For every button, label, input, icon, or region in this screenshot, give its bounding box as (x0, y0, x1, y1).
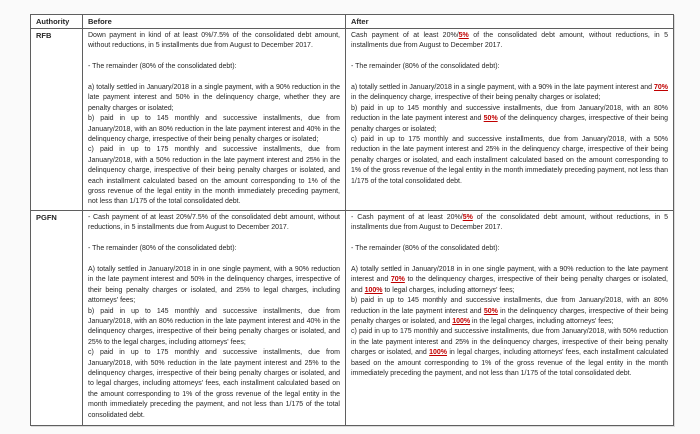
paragraph (351, 31, 668, 52)
body-text: in the delinquency charge, irrespective of their being penalty charges or isolated; (351, 94, 601, 102)
changed-value-text: 50% (483, 115, 498, 123)
paragraph (88, 348, 340, 421)
column-header-after: After (346, 15, 674, 29)
paragraph (351, 296, 668, 327)
paragraph (351, 135, 668, 187)
body-text: c) paid in up to 175 monthly and successive installments, due from January/2018, with a 50% reduction in the late payment interest and 25% in the delinquency charge, irrespective of their being penalty charges or isolated, and each installment calculated based on the amount corresponding to 1% of the gross revenue of the legal entity in the month immediately preceding payment, not less than 1/175 of the total consolidated debt. (88, 146, 340, 206)
body-text: of the consolidated debt amount, without reductions, in 5 installments due from August to December 2017. (351, 32, 668, 50)
body-text: b) paid in up to 145 monthly and successive installments, due from January/2018, with an 80% reduction in the late payment interest and (351, 104, 668, 123)
rfb-after-cell (346, 29, 674, 211)
body-text: to legal charges, including attorneys' fees; (382, 286, 515, 294)
table-header-row (31, 15, 674, 29)
pgfn-after-cell (346, 210, 674, 425)
body-text: - Cash payment of at least 20%/ (351, 213, 463, 221)
body-text: c) paid in up to 175 monthly and successive installments, due from January/2018, with 50% reduction in the late payment interest and 25% in the delinquency charges, irrespective of their being penalty charges or isolated, and (351, 328, 668, 357)
table-row-pgfn (31, 210, 674, 425)
body-text: of the delinquency charges, irrespective of their being penalty charges or isolated; (351, 115, 668, 133)
body-text: c) paid in up to 175 monthly and successive installments, due from January/2018, with 50% reduction in the late payment interest and 25% to the delinquency charges, irrespective of their being penalty charges or isolated, and to legal charges, including attorneys' fees, each installment calculated based on the amount corresponding to 1% of the gross revenue of the legal entity in the month immediately preceding the payment, and not less than 1/175 of the total consolidated debt. (88, 349, 340, 419)
changed-value-text: 5% (458, 32, 469, 39)
changed-value-text: 50% (483, 307, 498, 315)
paragraph (88, 244, 340, 254)
paragraph (351, 62, 668, 72)
body-text: - The remainder (80% of the consolidated debt): (88, 245, 237, 253)
body-text: in the delinquency charges, irrespective of their being penalty charges or isolated, and (351, 307, 669, 325)
body-text: in the legal charges, including attorneys' fees; (470, 317, 614, 325)
paragraph (351, 213, 668, 234)
pgfn-before-cell (83, 210, 346, 425)
changed-value-text: 100% (452, 317, 471, 325)
body-text: a) totally settled in January/2018 in a single payment, with a 90% reduction in the late payment interest and 50% in the delinquency charge, whether they are penalty charges or isolated; (88, 84, 340, 112)
body-text: Down payment in kind of at least 0%/7.5% of the consolidated debt amount, without reductions, in 5 installments due from August to December 2017. (88, 32, 340, 50)
changed-value-text: 70% (390, 276, 405, 284)
body-text: A) totally settled in January/2018 in in one single payment, with a 90% reduction to the late payment interest and (351, 265, 668, 284)
column-header-before: Before (83, 15, 346, 29)
body-text: Cash payment of at least 20%/ (351, 32, 459, 39)
authority-cell-rfb: RFB (31, 29, 83, 211)
changed-value-text: 5% (462, 213, 473, 221)
body-text: - The remainder (80% of the consolidated debt): (351, 63, 500, 71)
rfb-before-cell (83, 29, 346, 211)
before-after-comparison-table (30, 14, 674, 426)
body-text: a) totally settled in January/2018 in a single payment, with a 90% in the late payment interest and (351, 84, 654, 91)
paragraph (351, 244, 668, 254)
paragraph (351, 327, 668, 379)
column-header-authority: Authority (31, 15, 83, 29)
paragraph (88, 62, 340, 72)
table-row-rfb (31, 29, 674, 211)
paragraph (88, 114, 340, 145)
authority-cell-pgfn: PGFN (31, 210, 83, 425)
body-text: A) totally settled in January/2018 in in one single payment, with a 90% reduction in the late payment interest and 50% in the delinquency charges, irrespective of their being penalty charges or isolated, and 25% to legal charges, including attorneys' fees; (88, 265, 340, 305)
body-text: b) paid in up to 145 monthly and successive installments, due from January/2018, with an 80% reduction in the late payment interest and (351, 297, 668, 315)
body-text: to the delinquency charges, irrespective of their being penalty charges or isolated, and (351, 276, 668, 294)
body-text: b) paid in up to 145 monthly and successive installments, due from January/2018, with an 80% reduction in the late payment interest and 40% in the delinquency charges, irrespective of their being penalty charges or isolated, and 25% to the legal charges, including attorneys' fees; (88, 307, 340, 346)
body-text: c) paid in up to 175 monthly and successive installments, due from January/2018, with a 50% reduction in the late payment interest and 25% in the delinquency charge, irrespective of their being penalty charges or isolated, and each installment calculated based on the amount corresponding to 1% of the gross revenue of the legal entity in the month immediately preceding payment, not less than 1/175 of the total consolidated debt. (351, 136, 668, 185)
body-text: in legal charges, including attorneys' fees, each installment calculated based on the amount corresponding to 1% of the gross revenue of the legal entity in the month immediately preceding the payment, and not less than 1/175 of the total consolidated debt. (351, 349, 668, 377)
body-text: b) paid in up to 145 monthly and successive installments, due from January/2018, with an 80% reduction in the late payment interest and 40% in the delinquency charge, irrespective of their being penalty charges or isolated; (88, 115, 340, 144)
body-text: of the consolidated debt amount, without reductions, in 5 installments due from August to December 2017. (351, 213, 669, 232)
body-text: - The remainder (80% of the consolidated debt): (88, 63, 237, 71)
paragraph (88, 307, 340, 349)
paragraph (88, 213, 340, 234)
changed-value-text: 100% (364, 286, 383, 294)
body-text: - The remainder (80% of the consolidated debt): (351, 245, 500, 253)
paragraph (351, 104, 668, 135)
changed-value-text: 70% (653, 84, 668, 91)
paragraph (88, 145, 340, 207)
body-text: - Cash payment of at least 20%/7.5% of the consolidated debt amount, without reductions, in 5 installments due from August to December 2017. (88, 213, 340, 232)
paragraph (88, 265, 340, 307)
paragraph (351, 83, 668, 104)
changed-value-text: 100% (429, 349, 448, 357)
paragraph (88, 31, 340, 52)
paragraph (351, 265, 668, 296)
paragraph (88, 83, 340, 114)
